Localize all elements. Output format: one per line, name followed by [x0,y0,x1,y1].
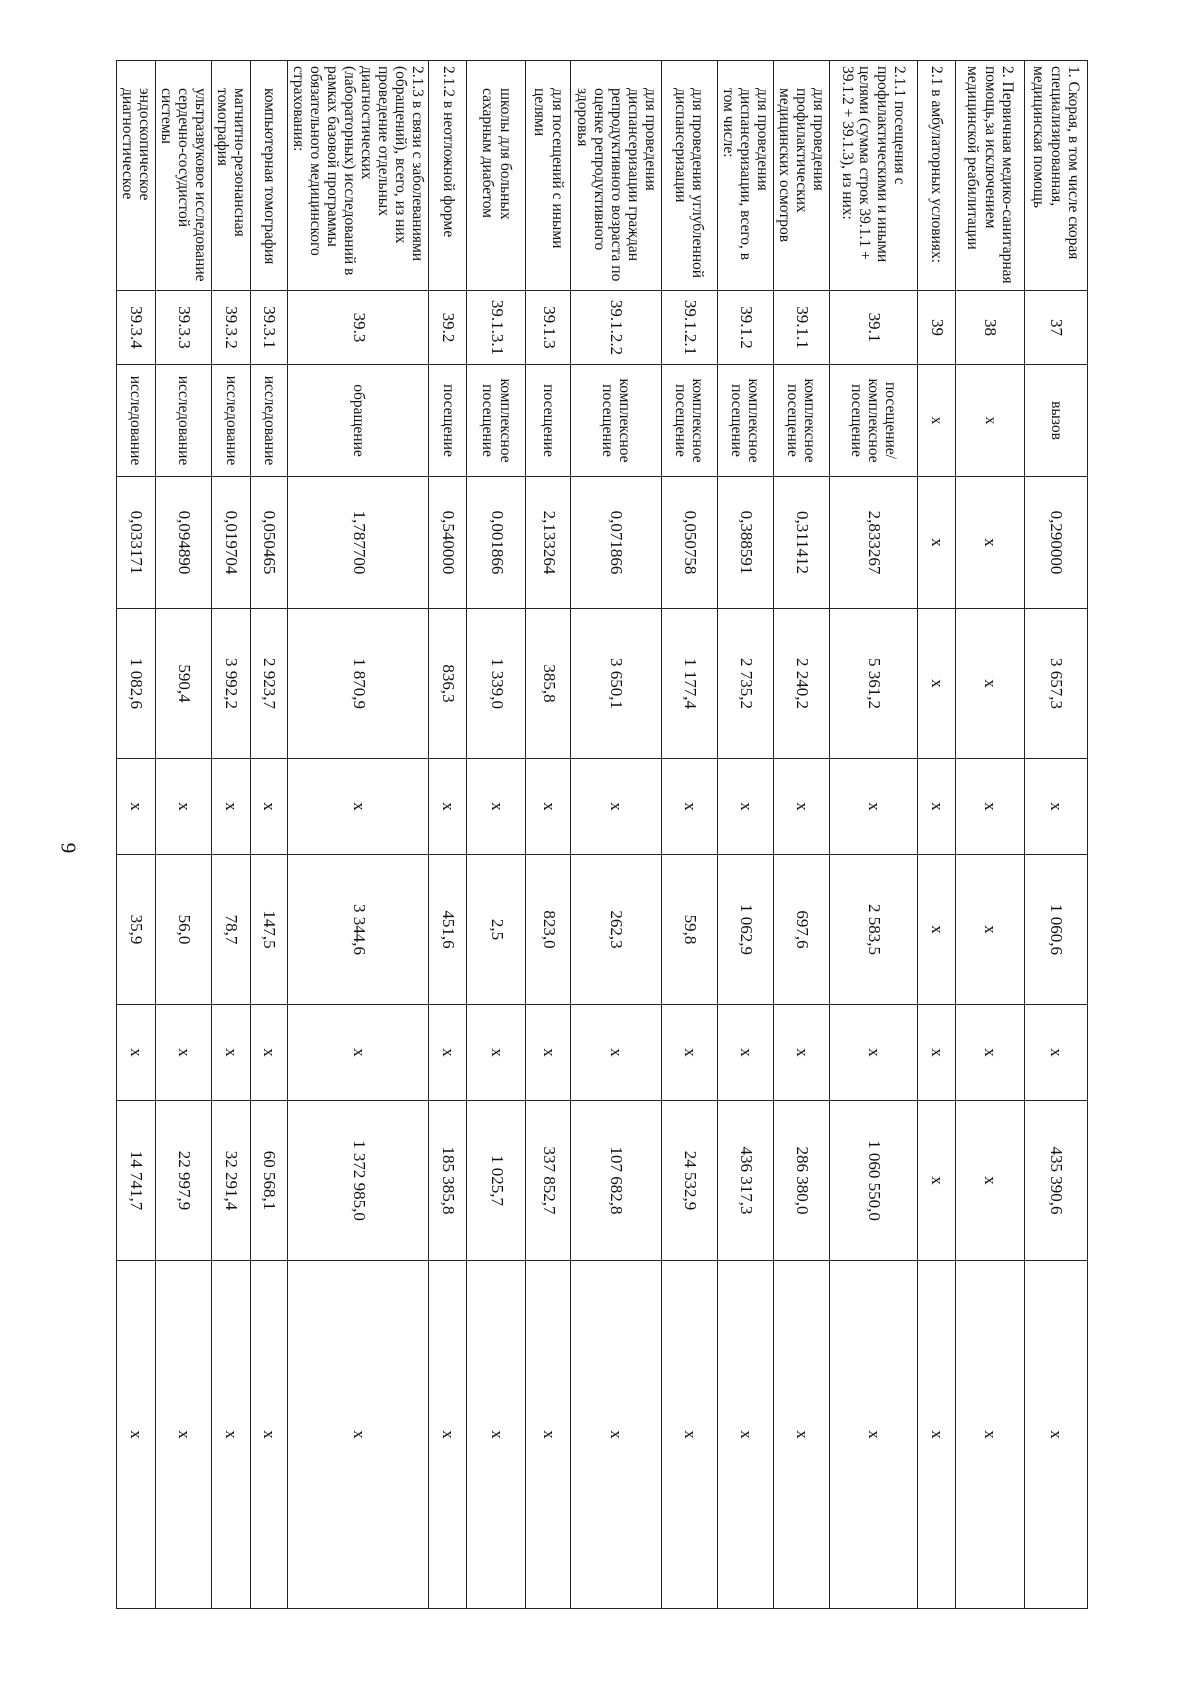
data-table [116,60,1088,1609]
row-name: 1. Скорая, в том числе скорая специализированная, медицинская помощь [1025,61,1088,291]
row-col5: х [918,759,956,855]
row-unit: исследование [212,365,251,477]
row-norm: 1,787700 [288,477,429,609]
row-total: 1 025,7 [467,1101,526,1261]
row-per-capita: 56,0 [155,855,211,1005]
row-col7: х [116,1005,155,1101]
row-col9: х [467,1261,526,1609]
row-total: 436 317,3 [717,1101,773,1261]
row-code: 39.3.3 [155,291,211,365]
row-col5: х [429,759,467,855]
row-per-capita: 823,0 [526,855,571,1005]
table-row [526,61,571,1609]
row-cost: 1 339,0 [467,609,526,759]
row-per-capita: 2 583,5 [830,855,918,1005]
table-row [717,61,773,1609]
row-unit: посещение [429,365,467,477]
row-unit: исследование [251,365,288,477]
row-name: эндоскопическое диагностическое [116,61,155,291]
row-per-capita: х [956,855,1025,1005]
table-row [212,61,251,1609]
row-per-capita: 3 344,6 [288,855,429,1005]
row-col5: х [1025,759,1088,855]
table-row [830,61,918,1609]
row-cost: 385,8 [526,609,571,759]
row-norm: 0,388591 [717,477,773,609]
row-code: 39.1.2 [717,291,773,365]
row-unit: посещение/ комплексное посещение [830,365,918,477]
row-cost: 3 992,2 [212,609,251,759]
row-code: 39.1 [830,291,918,365]
row-name: компьютерная томография [251,61,288,291]
row-col7: х [773,1005,829,1101]
row-norm: 0,540000 [429,477,467,609]
row-name: магнитно-резонансная томография [212,61,251,291]
page-number: 9 [56,842,81,854]
row-norm: 0,311412 [773,477,829,609]
row-cost: х [918,609,956,759]
row-col7: х [661,1005,717,1101]
table-row [251,61,288,1609]
row-col9: х [918,1261,956,1609]
row-unit: комплексное посещение [467,365,526,477]
row-per-capita: 451,6 [429,855,467,1005]
row-total: 435 390,6 [1025,1101,1088,1261]
row-col9: х [116,1261,155,1609]
row-norm: 0,050465 [251,477,288,609]
row-total: 22 997,9 [155,1101,211,1261]
row-total: 185 385,8 [429,1101,467,1261]
row-cost: х [956,609,1025,759]
row-col7: х [717,1005,773,1101]
row-norm: 0,019704 [212,477,251,609]
row-unit: вызов [1025,365,1088,477]
row-col7: х [251,1005,288,1101]
row-total: 32 291,4 [212,1101,251,1261]
row-col9: х [571,1261,661,1609]
row-col5: х [288,759,429,855]
table-row [288,61,429,1609]
row-cost: 5 361,2 [830,609,918,759]
row-col9: х [288,1261,429,1609]
table-row [116,61,155,1609]
row-norm: х [956,477,1025,609]
row-name: для посещений с иными целями [526,61,571,291]
row-unit: комплексное посещение [717,365,773,477]
row-col9: х [661,1261,717,1609]
row-unit: х [956,365,1025,477]
row-cost: 836,3 [429,609,467,759]
row-cost: 590,4 [155,609,211,759]
row-code: 39.1.1 [773,291,829,365]
table-row [956,61,1025,1609]
row-name: 2.1.3 в связи с заболеваниями (обращений), всего, из них проведение отдельных диагностических (лабораторных) исследований в рамках базовой программы обязательного медицинского страхования: [288,61,429,291]
table-row [155,61,211,1609]
row-cost: 1 870,9 [288,609,429,759]
row-norm: х [918,477,956,609]
rotated-table-container [116,60,1088,1608]
row-name: ультразвуковое исследование сердечно-сосудистой системы [155,61,211,291]
row-col5: х [155,759,211,855]
row-col9: х [1025,1261,1088,1609]
row-col5: х [526,759,571,855]
row-code: 37 [1025,291,1088,365]
row-code: 38 [956,291,1025,365]
row-unit: х [918,365,956,477]
row-col7: х [467,1005,526,1101]
row-col5: х [116,759,155,855]
table-row [918,61,956,1609]
row-code: 39.1.3 [526,291,571,365]
row-total: 14 741,7 [116,1101,155,1261]
row-col5: х [773,759,829,855]
row-code: 39.2 [429,291,467,365]
row-code: 39.3 [288,291,429,365]
row-name: 2. Первичная медико-санитарная помощь,за исключением медицинской реабилитации [956,61,1025,291]
row-col9: х [956,1261,1025,1609]
row-code: 39.3.2 [212,291,251,365]
row-name: 2.1.1 посещения с профилактическими и иными целями (сумма строк 39.1.1 + 39.1.2 + 39.1.3), из них: [830,61,918,291]
row-col9: х [830,1261,918,1609]
row-name: 2.1.2 в неотложной форме [429,61,467,291]
row-col7: х [288,1005,429,1101]
row-code: 39 [918,291,956,365]
table-row [467,61,526,1609]
row-norm: 2,133264 [526,477,571,609]
row-name: 2.1 в амбулаторных условиях: [918,61,956,291]
row-name: для проведения диспансеризации, всего, в том числе: [717,61,773,291]
row-unit: посещение [526,365,571,477]
row-name: школы для больных сахарным диабетом [467,61,526,291]
row-norm: 0,094890 [155,477,211,609]
row-col9: х [526,1261,571,1609]
row-col7: х [571,1005,661,1101]
table-row [429,61,467,1609]
row-name: для проведения профилактических медицинских осмотров [773,61,829,291]
row-cost: 3 650,1 [571,609,661,759]
row-col7: х [956,1005,1025,1101]
row-per-capita: 262,3 [571,855,661,1005]
row-unit: исследование [155,365,211,477]
row-col9: х [717,1261,773,1609]
row-cost: 2 240,2 [773,609,829,759]
row-col7: х [1025,1005,1088,1101]
row-name: для проведения углубленной диспансеризации [661,61,717,291]
row-total: 337 852,7 [526,1101,571,1261]
row-col9: х [155,1261,211,1609]
row-per-capita: 697,6 [773,855,829,1005]
row-unit: обращение [288,365,429,477]
row-code: 39.1.2.1 [661,291,717,365]
row-col7: х [918,1005,956,1101]
row-unit: комплексное посещение [773,365,829,477]
row-col5: х [717,759,773,855]
row-col5: х [212,759,251,855]
row-col9: х [773,1261,829,1609]
row-col7: х [155,1005,211,1101]
row-norm: 0,071866 [571,477,661,609]
row-norm: 0,290000 [1025,477,1088,609]
row-col9: х [251,1261,288,1609]
row-cost: 3 657,3 [1025,609,1088,759]
row-col7: х [429,1005,467,1101]
row-per-capita: 147,5 [251,855,288,1005]
row-code: 39.3.1 [251,291,288,365]
row-cost: 2 735,2 [717,609,773,759]
row-col9: х [429,1261,467,1609]
row-total: 60 568,1 [251,1101,288,1261]
row-code: 39.1.2.2 [571,291,661,365]
row-col7: х [526,1005,571,1101]
row-cost: 2 923,7 [251,609,288,759]
row-total: 107 682,8 [571,1101,661,1261]
row-col7: х [830,1005,918,1101]
row-norm: 0,050758 [661,477,717,609]
row-code: 39.1.3.1 [467,291,526,365]
row-name: для проведения диспансеризации граждан репродуктивного возраста по оценке репродуктивного здоровья [571,61,661,291]
row-total: 286 380,0 [773,1101,829,1261]
row-col5: х [467,759,526,855]
row-col5: х [956,759,1025,855]
row-col5: х [571,759,661,855]
row-per-capita: 2,5 [467,855,526,1005]
row-norm: 0,001866 [467,477,526,609]
row-per-capita: 35,9 [116,855,155,1005]
row-per-capita: 59,8 [661,855,717,1005]
table-body [116,61,1087,1609]
row-col5: х [830,759,918,855]
row-per-capita: 1 060,6 [1025,855,1088,1005]
row-col5: х [251,759,288,855]
table-row [773,61,829,1609]
row-total: 24 532,9 [661,1101,717,1261]
row-per-capita: 78,7 [212,855,251,1005]
row-total: х [956,1101,1025,1261]
row-per-capita: 1 062,9 [717,855,773,1005]
row-unit: комплексное посещение [571,365,661,477]
row-code: 39.3.4 [116,291,155,365]
row-total: 1 372 985,0 [288,1101,429,1261]
table-row [571,61,661,1609]
row-total: х [918,1101,956,1261]
row-cost: 1 177,4 [661,609,717,759]
row-norm: 0,033171 [116,477,155,609]
table-row [661,61,717,1609]
row-total: 1 060 550,0 [830,1101,918,1261]
row-col7: х [212,1005,251,1101]
table-row [1025,61,1088,1609]
row-per-capita: х [918,855,956,1005]
row-unit: комплексное посещение [661,365,717,477]
row-unit: исследование [116,365,155,477]
row-norm: 2,833267 [830,477,918,609]
row-col5: х [661,759,717,855]
row-cost: 1 082,6 [116,609,155,759]
row-col9: х [212,1261,251,1609]
